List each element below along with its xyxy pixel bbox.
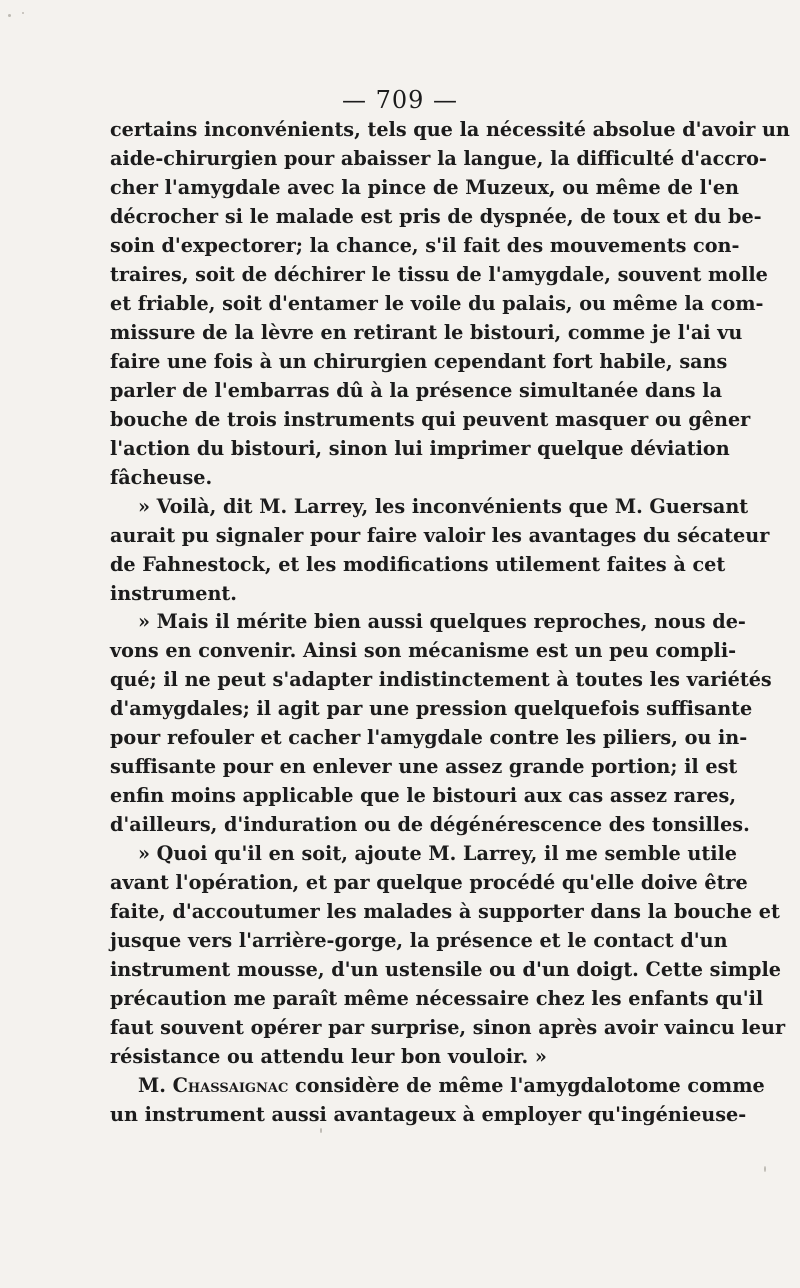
author-name: Chassaignac xyxy=(172,1073,289,1097)
text-line: l'action du bistouri, sinon lui imprimer quelque déviation xyxy=(110,436,730,460)
text-line: parler de l'embarras dû à la présence simultanée dans la xyxy=(110,378,723,402)
text-line: enfin moins applicable que le bistouri aux cas assez rares, xyxy=(110,784,737,808)
text-line: aurait pu signaler pour faire valoir les avantages du sécateur xyxy=(110,523,770,547)
text-line: traires, soit de déchirer le tissu de l'amygdale, souvent molle xyxy=(110,262,768,286)
scan-speck xyxy=(764,1166,766,1172)
text-line: décrocher si le malade est pris de dyspnée, de toux et du be- xyxy=(110,204,762,228)
text-line: soin d'expectorer; la chance, s'il fait des mouvements con- xyxy=(110,233,740,257)
text-fragment: considère de même l'amygdalotome comme xyxy=(288,1073,765,1097)
text-line: aide-chirurgien pour abaisser la langue, la difficulté d'accro- xyxy=(110,146,767,170)
text-line: bouche de trois instruments qui peuvent masquer ou gêner xyxy=(110,407,751,431)
text-line: pour refouler et cacher l'amygdale contre les piliers, ou in- xyxy=(110,726,748,750)
text-line: précaution me paraît même nécessaire chez les enfants qu'il xyxy=(110,987,764,1011)
text-line: d'amygdales; il agit par une pression quelquefois suffisante xyxy=(110,697,753,721)
body-text xyxy=(110,116,790,1130)
text-line: certains inconvénients, tels que la nécessité absolue d'avoir un xyxy=(110,118,790,141)
text-line: résistance ou attendu leur bon vouloir. » xyxy=(110,1045,547,1068)
text-line: missure de la lèvre en retirant le bistouri, comme je l'ai vu xyxy=(110,320,743,344)
text-line: un instrument aussi avantageux à employer qu'ingénieuse- xyxy=(110,1102,747,1126)
text-fragment: M. xyxy=(138,1073,173,1097)
page-number: — 709 — xyxy=(341,86,459,114)
text-line: faut souvent opérer par surprise, sinon après avoir vaincu leur xyxy=(110,1016,786,1040)
text-line: suffisante pour en enlever une assez grande portion; il est xyxy=(110,755,738,779)
text-line: et friable, soit d'entamer le voile du palais, ou même la com- xyxy=(110,291,764,315)
text-line: » Voilà, dit M. Larrey, les inconvénients que M. Guersant xyxy=(138,494,749,518)
text-line: » Mais il mérite bien aussi quelques reproches, nous de- xyxy=(138,610,746,634)
text-line: de Fahnestock, et les modifications utilement faites à cet xyxy=(110,552,726,576)
scan-speck xyxy=(320,1128,322,1133)
text-line: fâcheuse. xyxy=(110,465,213,489)
text-line: d'ailleurs, d'induration ou de dégénérescence des tonsilles. xyxy=(110,813,750,837)
text-line: qué; il ne peut s'adapter indistinctement à toutes les variétés xyxy=(110,668,772,692)
text-line: vons en convenir. Ainsi son mécanisme est un peu compli- xyxy=(110,639,737,663)
text-line: faire une fois à un chirurgien cependant fort habile, sans xyxy=(110,349,728,373)
scan-speck xyxy=(8,14,11,17)
text-line: faite, d'accoutumer les malades à supporter dans la bouche et xyxy=(110,900,780,924)
text-line: instrument mousse, d'un ustensile ou d'un doigt. Cette simple xyxy=(110,958,781,982)
text-line: cher l'amygdale avec la pince de Muzeux, ou même de l'en xyxy=(110,175,739,199)
text-line: » Quoi qu'il en soit, ajoute M. Larrey, il me semble utile xyxy=(138,842,737,866)
text-line: jusque vers l'arrière-gorge, la présence et le contact d'un xyxy=(110,929,728,953)
scan-speck xyxy=(22,12,24,14)
text-line: instrument. xyxy=(110,581,237,605)
text-line: avant l'opération, et par quelque procédé qu'elle doive être xyxy=(110,871,748,895)
text-line xyxy=(110,1072,765,1101)
